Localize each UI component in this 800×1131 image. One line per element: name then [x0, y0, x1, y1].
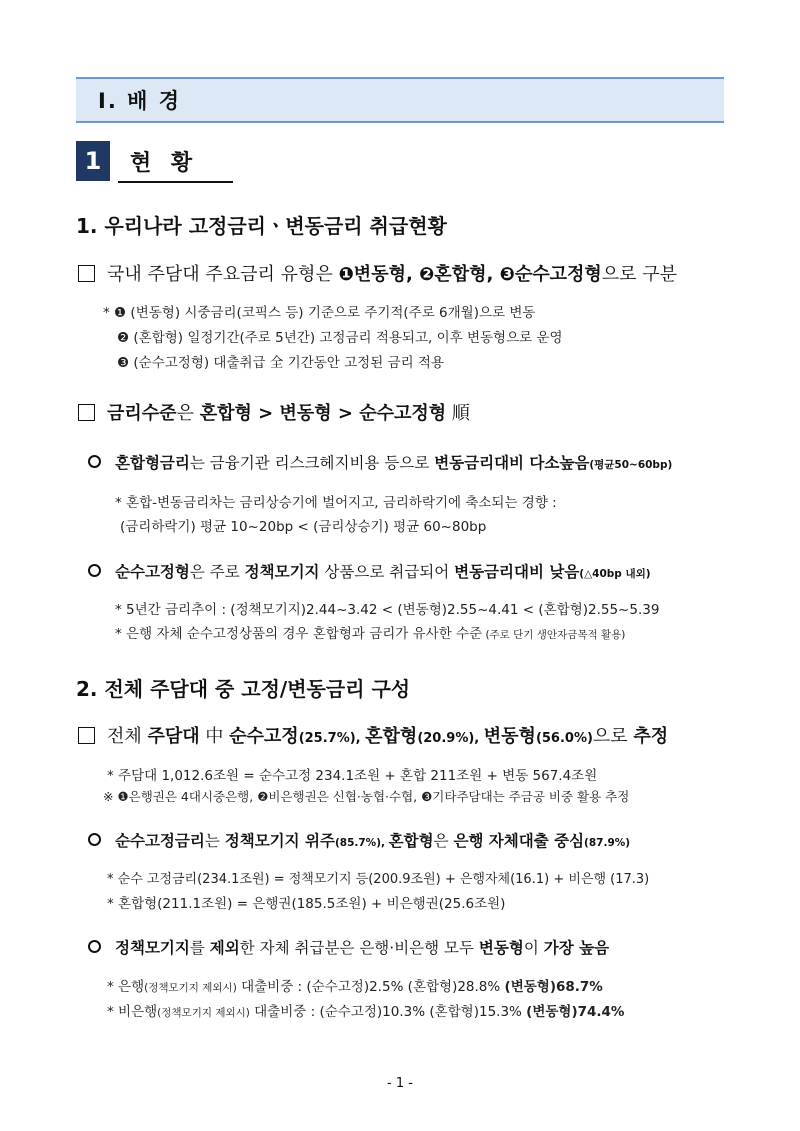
block2-post: 順	[446, 403, 470, 424]
section-title: Ⅰ. 배 경	[98, 89, 181, 113]
circle2-e: 변동금리대비 낮음	[454, 563, 580, 581]
circle4-note-2-b: 대출비중 : (순수고정)10.3% (혼합형)15.3%	[249, 1004, 527, 1020]
circle4-note-1-b: 대출비중 : (순수고정)2.5% (혼합형)28.8%	[236, 979, 505, 995]
block3-line	[78, 722, 668, 748]
subsection-number: 1	[76, 141, 110, 181]
block1-note-3: ❸ (순수고정형) 대출취급 全 기간동안 고정된 금리 적용	[117, 355, 444, 371]
circle2-note-2-text: * 은행 자체 순수고정상품의 경우 혼합형과 금리가 유사한 수준	[115, 626, 483, 642]
heading-2: 2. 전체 주담대 중 고정/변동금리 구성	[76, 677, 411, 701]
block3-note-1: * 주담대 1,012.6조원 = 순수고정 234.1조원 + 혼합 211조원 + 변동 567.4조원	[107, 768, 598, 784]
circle1-c: 변동금리대비 다소높음	[434, 454, 590, 472]
circle4-f: 이	[523, 939, 544, 957]
circle3-g: 은행 자체대출 중심	[453, 832, 585, 850]
circle4-c: 제외	[209, 939, 240, 957]
block1-note-2: ❷ (혼합형) 일정기간(주로 5년간) 고정금리 적용되고, 이후 변동형으로 운영	[117, 330, 563, 346]
circle4-note-1-a: * 은행	[107, 979, 145, 995]
block3-d: 순수고정	[229, 726, 299, 747]
heading-1: 1. 우리나라 고정금리ㆍ변동금리 취급현황	[76, 214, 447, 238]
circle2-d: 상품으로 취급되어	[319, 563, 455, 581]
block3-f: 혼합형	[365, 726, 418, 747]
block1-post: 으로 구분	[601, 264, 678, 285]
circle4-b: 를	[189, 939, 210, 957]
circle2-f: (△40bp 내외)	[579, 568, 651, 580]
page-number: - 1 -	[387, 1076, 413, 1091]
block2-pre: 금리수준	[107, 403, 177, 424]
block3-k: 추정	[633, 726, 669, 747]
block3-a: 전체	[107, 726, 148, 747]
circle-bullet-icon	[88, 455, 101, 468]
circle4-note-1-c: (변동형)68.7%	[504, 979, 603, 995]
circle1-note-1: * 혼합-변동금리차는 금리상승기에 벌어지고, 금리하락기에 축소되는 경향 :	[115, 495, 557, 511]
circle3-b: 는	[204, 832, 225, 850]
block3-c: 中	[199, 726, 230, 747]
circle4-note-2	[107, 1000, 624, 1020]
circle3-note-2: * 혼합형(211.1조원) = 은행권(185.5조원) + 비은행권(25.6조원)	[107, 896, 506, 912]
circle4-note-2-a: * 비은행	[107, 1004, 158, 1020]
square-bullet-icon	[78, 404, 95, 421]
circle4-note-2-c: (변동형)74.4%	[526, 1004, 625, 1020]
circle1-d: (평균50~60bp)	[589, 459, 673, 471]
circle2-line	[88, 560, 651, 582]
block1-types: ❶변동형, ❷혼합형, ❸순수고정형	[338, 264, 602, 285]
circle4-note-2-small: (정책모기지 제외시)	[157, 1007, 250, 1019]
circle3-c: 정책모기지 위주	[224, 832, 335, 850]
circle4-note-1	[107, 975, 603, 995]
block2-order: 혼합형 > 변동형 > 순수고정형	[199, 403, 447, 424]
block3-g: (20.9%),	[417, 731, 484, 746]
block3-i: (56.0%)	[535, 731, 593, 746]
circle2-a: 순수고정형	[115, 563, 190, 581]
block3-h: 변동형	[483, 726, 536, 747]
circle3-h: (87.9%)	[584, 837, 631, 849]
circle2-note-1: * 5년간 금리추이 : (정책모기지)2.44~3.42 < (변동형)2.55~4.41 < (혼합형)2.55~5.39	[115, 602, 660, 618]
block1-pre: 국내 주담대 주요금리 유형	[107, 264, 316, 285]
circle3-line	[88, 829, 630, 851]
circle4-e: 변동형	[478, 939, 524, 957]
circle-bullet-icon	[88, 940, 101, 953]
circle2-c: 정책모기지	[244, 563, 320, 581]
circle4-a: 정책모기지	[115, 939, 190, 957]
circle4-g: 가장 높음	[543, 939, 610, 957]
block1-mid: 은	[315, 264, 339, 285]
block1-line	[78, 260, 677, 286]
circle-bullet-icon	[88, 564, 101, 577]
subsection-title: 현 황	[130, 151, 199, 176]
circle2-note-2	[115, 622, 625, 642]
section-header	[76, 77, 724, 123]
block2-line	[78, 399, 470, 425]
circle4-line	[88, 936, 609, 958]
circle1-a: 혼합형금리	[115, 454, 190, 472]
circle3-d: (85.7%),	[334, 837, 389, 849]
circle4-d: 한 자체 취급분은 은행·비은행 모두	[239, 939, 479, 957]
block1-note-1: * ❶ (변동형) 시중금리(코픽스 등) 기준으로 주기적(주로 6개월)으로 변동	[103, 305, 536, 321]
circle3-f: 은	[433, 832, 454, 850]
circle3-e: 혼합형	[388, 832, 434, 850]
block3-note-2: ※ ❶은행권은 4대시중은행, ❷비은행권은 신협·농협·수협, ❸기타주담대는 주금공 비중 활용 추정	[103, 789, 630, 804]
circle3-a: 순수고정금리	[115, 832, 205, 850]
block3-j: 으로	[592, 726, 634, 747]
circle1-line	[88, 451, 672, 473]
subsection-underline	[118, 181, 233, 183]
square-bullet-icon	[78, 265, 95, 282]
square-bullet-icon	[78, 727, 95, 744]
circle1-b: 는 금융기관 리스크헤지비용 등으로	[189, 454, 435, 472]
block3-b: 주담대	[147, 726, 200, 747]
circle2-b: 은 주로	[189, 563, 245, 581]
circle1-note-2: (금리하락기) 평균 10~20bp < (금리상승기) 평균 60~80bp	[120, 519, 487, 535]
circle4-note-1-small: (정책모기지 제외시)	[144, 982, 237, 994]
circle-bullet-icon	[88, 833, 101, 846]
circle3-note-1: * 순수 고정금리(234.1조원) = 정책모기지 등(200.9조원) + 은행자체(16.1) + 비은행 (17.3)	[107, 872, 650, 887]
circle2-note-2-small: (주로 단기 생안자금목적 활용)	[482, 629, 626, 641]
block3-e: (25.7%),	[298, 731, 366, 746]
block2-mid: 은	[176, 403, 200, 424]
